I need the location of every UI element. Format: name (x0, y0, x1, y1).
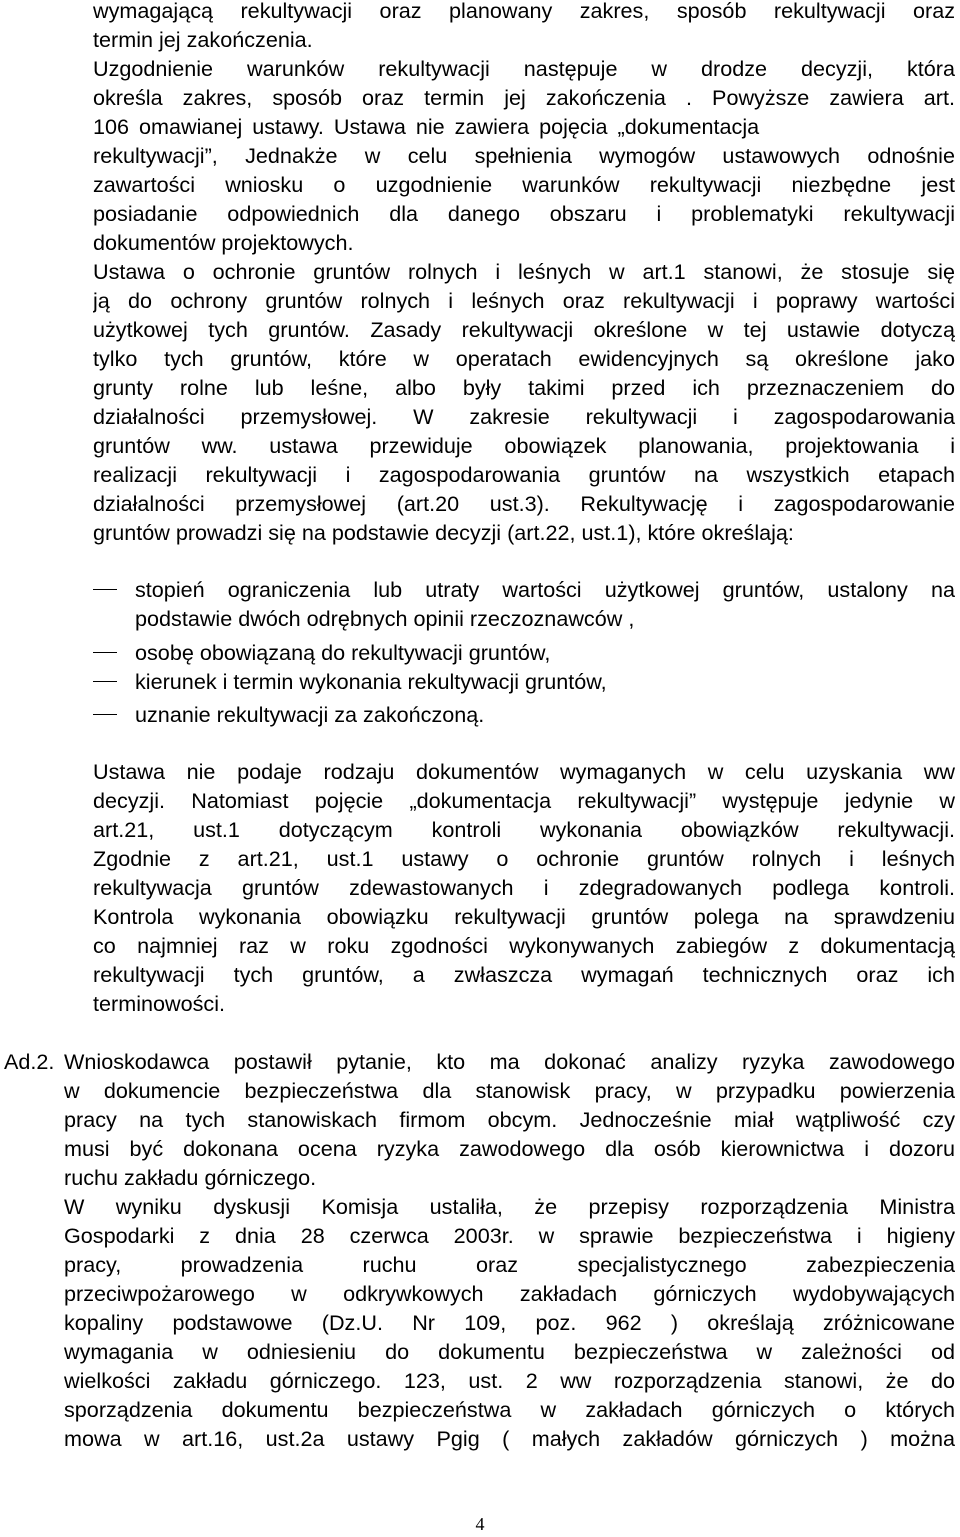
paragraph-ad2 (64, 1047, 955, 1453)
text-line: Wnioskodawca postawił pytanie, kto ma dokonać analizy ryzyka zawodowego (64, 1049, 955, 1074)
text-line: działalności przemysłowej (art.20 ust.3). Rekultywację i zagospodarowanie (93, 491, 955, 516)
page-number: 4 (475, 1514, 485, 1534)
paragraph-section-1 (93, 0, 955, 547)
text-line: gruntów prowadzi się na podstawie decyzji (art.22, ust.1), które określają: (93, 520, 794, 545)
text-line: ruchu zakładu górniczego. (64, 1165, 317, 1190)
text-line: 106 omawianej ustawy. Ustawa nie zawiera pojęcia „dokumentacja (93, 114, 760, 139)
text-line: wymagania w odniesieniu do dokumentu bezpieczeństwa w zależności od (64, 1339, 955, 1364)
text-line: ją do ochrony gruntów rolnych i leśnych oraz rekultywacji i poprawy wartości (93, 288, 955, 313)
text-line: tylko tych gruntów, które w operatach ewidencyjnych są określone jako (93, 346, 955, 371)
text-line: realizacji rekultywacji i zagospodarowania gruntów na wszystkich etapach (93, 462, 955, 487)
dash-bullet-icon (93, 652, 117, 653)
text-line: co najmniej raz w roku zgodności wykonywanych zabiegów z dokumentacją (93, 933, 955, 958)
text-line: Ustawa nie podaje rodzaju dokumentów wymaganych w celu uzyskania ww (93, 759, 955, 784)
text-line: pracy na tych stanowiskach firmom obcym. Jednocześnie miał wątpliwość czy (64, 1107, 955, 1132)
text-line: przeciwpożarowego w odkrywkowych zakładach górniczych wydobywających (64, 1281, 955, 1306)
text-line: użytkowej tych gruntów. Zasady rekultywacji określone w tej ustawie dotyczą (93, 317, 955, 342)
text-line: Uzgodnienie warunków rekultywacji następuje w drodze decyzji, która (93, 56, 955, 81)
section-label: Ad.2. (4, 1049, 55, 1074)
dash-bullet-icon (93, 681, 117, 682)
text-line: w dokumencie bezpieczeństwa dla stanowisk pracy, w przypadku powierzenia (64, 1078, 955, 1103)
text-line: decyzji. Natomiast pojęcie „dokumentacja rekultywacji” występuje jedynie w (93, 788, 955, 813)
text-line: zawartości wniosku o uzgodnienie warunków rekultywacji niezbędne jest (93, 172, 955, 197)
text-line: Ustawa o ochronie gruntów rolnych i leśnych w art.1 stanowi, że stosuje się (93, 259, 955, 284)
list-item-text: kierunek i termin wykonania rekultywacji gruntów, (135, 669, 607, 694)
text-line: terminowości. (93, 991, 225, 1016)
text-line: pracy, prowadzenia ruchu oraz specjalistycznego zabezpieczenia (64, 1252, 955, 1277)
text-line: sporządzenia dokumentu bezpieczeństwa w zakładach górniczych o których (64, 1397, 955, 1422)
text-line: posiadanie odpowiednich dla danego obszaru i problematyki rekultywacji (93, 201, 955, 226)
list-item-text: osobę obowiązaną do rekultywacji gruntów, (135, 640, 551, 665)
text-line: wymagającą rekultywacji oraz planowany zakres, sposób rekultywacji oraz (93, 0, 955, 23)
text-line: Gospodarki z dnia 28 czerwca 2003r. w sprawie bezpieczeństwa i higieny (64, 1223, 955, 1248)
paragraph-section-2 (93, 757, 955, 1018)
text-line: rekultywacji”, Jednakże w celu spełnienia wymogów ustawowych odnośnie (93, 143, 955, 168)
text-line: termin jej zakończenia. (93, 27, 313, 52)
list-item-text: stopień ograniczenia lub utraty wartości użytkowej gruntów, ustalony na (135, 577, 955, 602)
text-line: rekultywacji tych gruntów, a zwłaszcza wymagań technicznych oraz ich (93, 962, 955, 987)
text-line: działalności przemysłowej. W zakresie rekultywacji i zagospodarowania (93, 404, 955, 429)
text-line: art.21, ust.1 dotyczącym kontroli wykonania obowiązków rekultywacji. (93, 817, 955, 842)
text-line: kopaliny podstawowe (Dz.U. Nr 109, poz. 962 ) określają zróżnicowane (64, 1310, 955, 1335)
text-line: gruntów ww. ustawa przewiduje obowiązek planowania, projektowania i (93, 433, 955, 458)
text-line: Kontrola wykonania obowiązku rekultywacji gruntów polega na sprawdzeniu (93, 904, 955, 929)
list-item-text: podstawie dwóch odrębnych opinii rzeczoznawców , (135, 606, 635, 631)
text-line: rekultywacja gruntów zdewastowanych i zdegradowanych podlega kontroli. (93, 875, 955, 900)
text-line: dokumentów projektowych. (93, 230, 354, 255)
text-line: określa zakres, sposób oraz termin jej zakończenia . Powyższe zawiera art. (93, 85, 955, 110)
list-item-text: uznanie rekultywacji za zakończoną. (135, 702, 485, 727)
dash-bullet-icon (93, 589, 117, 590)
list-item (93, 575, 955, 633)
text-line: mowa w art.16, ust.2a ustawy Pgig ( małych zakładów górniczych ) można (64, 1426, 955, 1451)
text-line: W wyniku dyskusji Komisja ustaliła, że przepisy rozporządzenia Ministra (64, 1194, 955, 1219)
dash-bullet-icon (93, 714, 117, 715)
text-line: grunty rolne lub leśne, albo były takimi przed ich przeznaczeniem do (93, 375, 955, 400)
text-line: Zgodnie z art.21, ust.1 ustawy o ochronie gruntów rolnych i leśnych (93, 846, 955, 871)
text-line: musi być dokonana ocena ryzyka zawodowego dla osób kierownictwa i dozoru (64, 1136, 955, 1161)
text-line: wielkości zakładu górniczego. 123, ust. 2 ww rozporządzenia stanowi, że do (64, 1368, 955, 1393)
